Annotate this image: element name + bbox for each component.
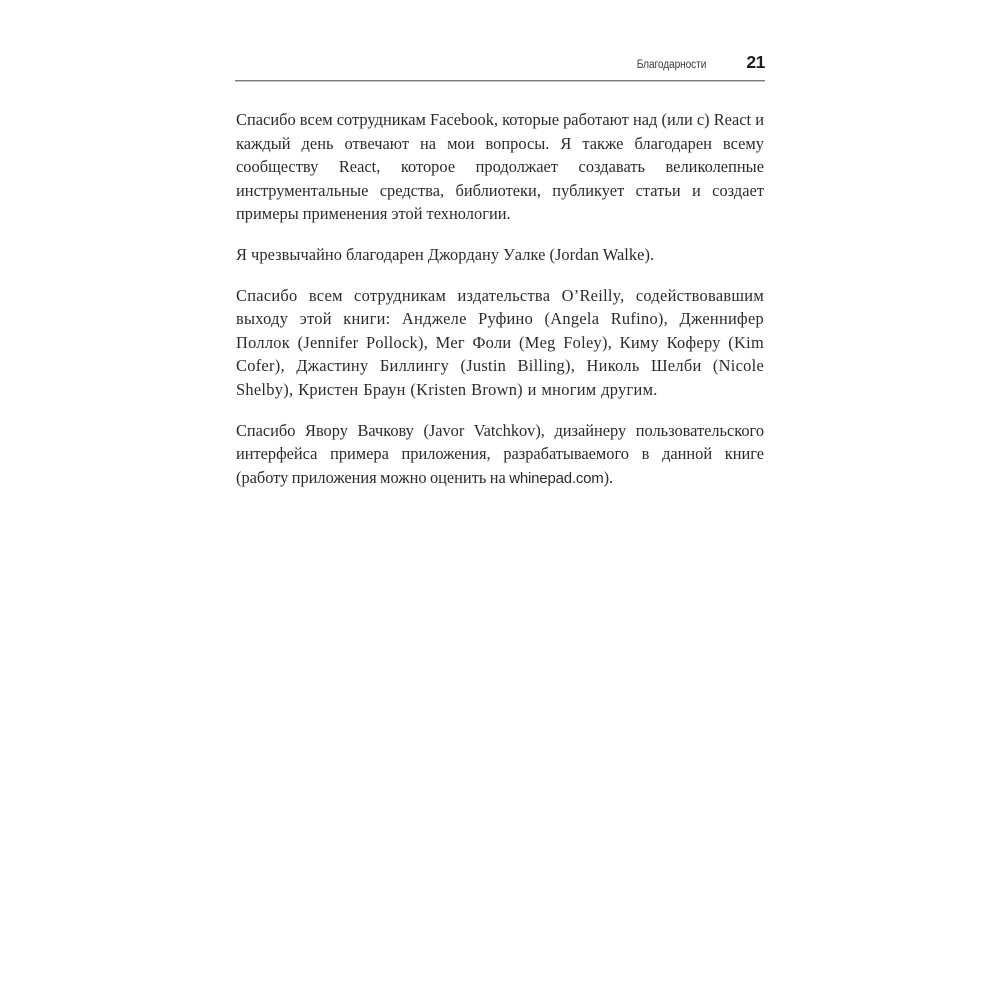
paragraph-text-before-link: Спасибо Явору Вачкову (Javor Vatchkov), дизайнеру пользовательского интерфейса примера приложения, разрабатываемого в данной книге (работу приложения можно оценить на xyxy=(236,420,764,487)
body-text-column xyxy=(236,108,764,490)
paragraph-jordan-walke: Я чрезвычайно благодарен Джордану Уалке (Jordan Walke). xyxy=(236,244,655,264)
paragraph-javor-vatchkov xyxy=(236,419,764,491)
paragraph-text-after-link: ). xyxy=(603,467,614,487)
running-head-chapter-title: Благодарности xyxy=(636,59,707,71)
header-rule-divider xyxy=(235,80,765,82)
page-number: 21 xyxy=(746,52,765,72)
paragraph-oreilly-staff: Спасибо всем сотрудникам издательства O’Reilly, содействовавшим выходу этой книги: Анджеле Руфино (Angela Rufino), Дженнифер Поллок (Jennifer Pollock), Мег Фоли (Meg Foley), Киму Коферу (Kim Cofer), Джастину Биллингу (Justin Billing), Николь Шелби (Nicole Shelby), Кристен Браун (Kristen Brown) и многим другим. xyxy=(236,285,764,399)
running-head xyxy=(235,52,765,76)
whinepad-link[interactable]: whinepad.com xyxy=(509,469,604,487)
paragraph-facebook-react-community: Спасибо всем сотрудникам Facebook, которые работают над (или с) React и каждый день отвечают на мои вопросы. Я также благодарен всему сообществу React, которое продолжает создавать великолепные инструментальные средства, библиотеки, публикует статьи и создает примеры применения этой технологии. xyxy=(236,110,764,224)
